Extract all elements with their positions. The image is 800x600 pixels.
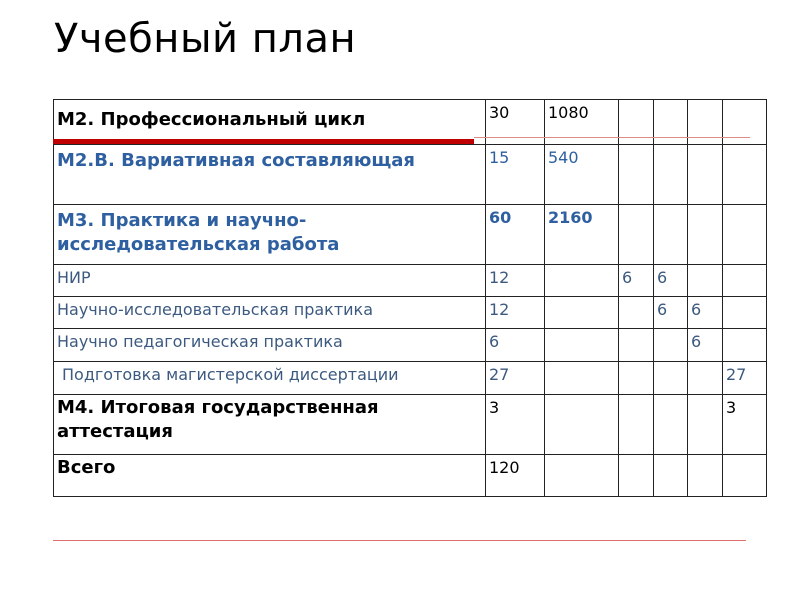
credits-cell: 3 — [486, 395, 545, 455]
semester-cell — [619, 362, 654, 395]
accent-thin-line — [474, 137, 750, 138]
semester-cell: 27 — [723, 362, 767, 395]
semester-cell — [619, 455, 654, 497]
credits-cell: 15 — [486, 145, 545, 205]
row-name: М2.В. Вариативная составляющая — [54, 145, 486, 205]
semester-cell — [723, 297, 767, 329]
page-title: Учебный план — [54, 16, 357, 62]
semester-cell — [688, 145, 723, 205]
credits-cell: 30 — [486, 100, 545, 145]
table-row — [54, 329, 767, 362]
semester-cell — [619, 395, 654, 455]
semester-cell: 3 — [723, 395, 767, 455]
semester-cell — [619, 145, 654, 205]
hours-cell — [545, 265, 619, 297]
semester-cell — [723, 329, 767, 362]
semester-cell: 6 — [688, 297, 723, 329]
hours-cell — [545, 455, 619, 497]
semester-cell — [688, 205, 723, 265]
accent-red-bar — [53, 139, 474, 144]
semester-cell — [723, 455, 767, 497]
credits-cell: 60 — [486, 205, 545, 265]
row-name: Всего — [54, 455, 486, 497]
semester-cell — [654, 455, 688, 497]
hours-cell — [545, 329, 619, 362]
semester-cell — [654, 205, 688, 265]
credits-cell: 12 — [486, 265, 545, 297]
semester-cell: 6 — [654, 265, 688, 297]
table-row — [54, 145, 767, 205]
semester-cell — [654, 362, 688, 395]
semester-cell — [688, 395, 723, 455]
table-row — [54, 455, 767, 497]
row-name: Научно педагогическая практика — [54, 329, 486, 362]
semester-cell — [688, 362, 723, 395]
row-name: Научно-исследовательская практика — [54, 297, 486, 329]
row-name: М3. Практика и научно-исследовательская работа — [54, 205, 486, 265]
credits-cell: 12 — [486, 297, 545, 329]
semester-cell — [654, 395, 688, 455]
table-row — [54, 205, 767, 265]
hours-cell — [545, 297, 619, 329]
semester-cell — [654, 145, 688, 205]
semester-cell — [619, 329, 654, 362]
row-name: НИР — [54, 265, 486, 297]
hours-cell: 2160 — [545, 205, 619, 265]
hours-cell — [545, 395, 619, 455]
credits-cell: 120 — [486, 455, 545, 497]
table-row — [54, 297, 767, 329]
hours-cell — [545, 362, 619, 395]
semester-cell — [619, 297, 654, 329]
table-row — [54, 395, 767, 455]
semester-cell — [654, 329, 688, 362]
hours-cell: 540 — [545, 145, 619, 205]
row-name: Подготовка магистерской диссертации — [54, 362, 486, 395]
semester-cell — [723, 265, 767, 297]
curriculum-table — [53, 99, 767, 497]
semester-cell: 6 — [619, 265, 654, 297]
semester-cell: 6 — [654, 297, 688, 329]
semester-cell — [723, 145, 767, 205]
credits-cell: 27 — [486, 362, 545, 395]
table-row — [54, 265, 767, 297]
footer-divider — [53, 540, 746, 541]
semester-cell: 6 — [688, 329, 723, 362]
hours-cell: 1080 — [545, 100, 619, 145]
semester-cell — [688, 265, 723, 297]
semester-cell — [723, 205, 767, 265]
table-row — [54, 362, 767, 395]
credits-cell: 6 — [486, 329, 545, 362]
row-name: М2. Профессиональный цикл — [54, 100, 486, 145]
semester-cell — [688, 455, 723, 497]
semester-cell — [619, 205, 654, 265]
row-name: М4. Итоговая государственная аттестация — [54, 395, 486, 455]
